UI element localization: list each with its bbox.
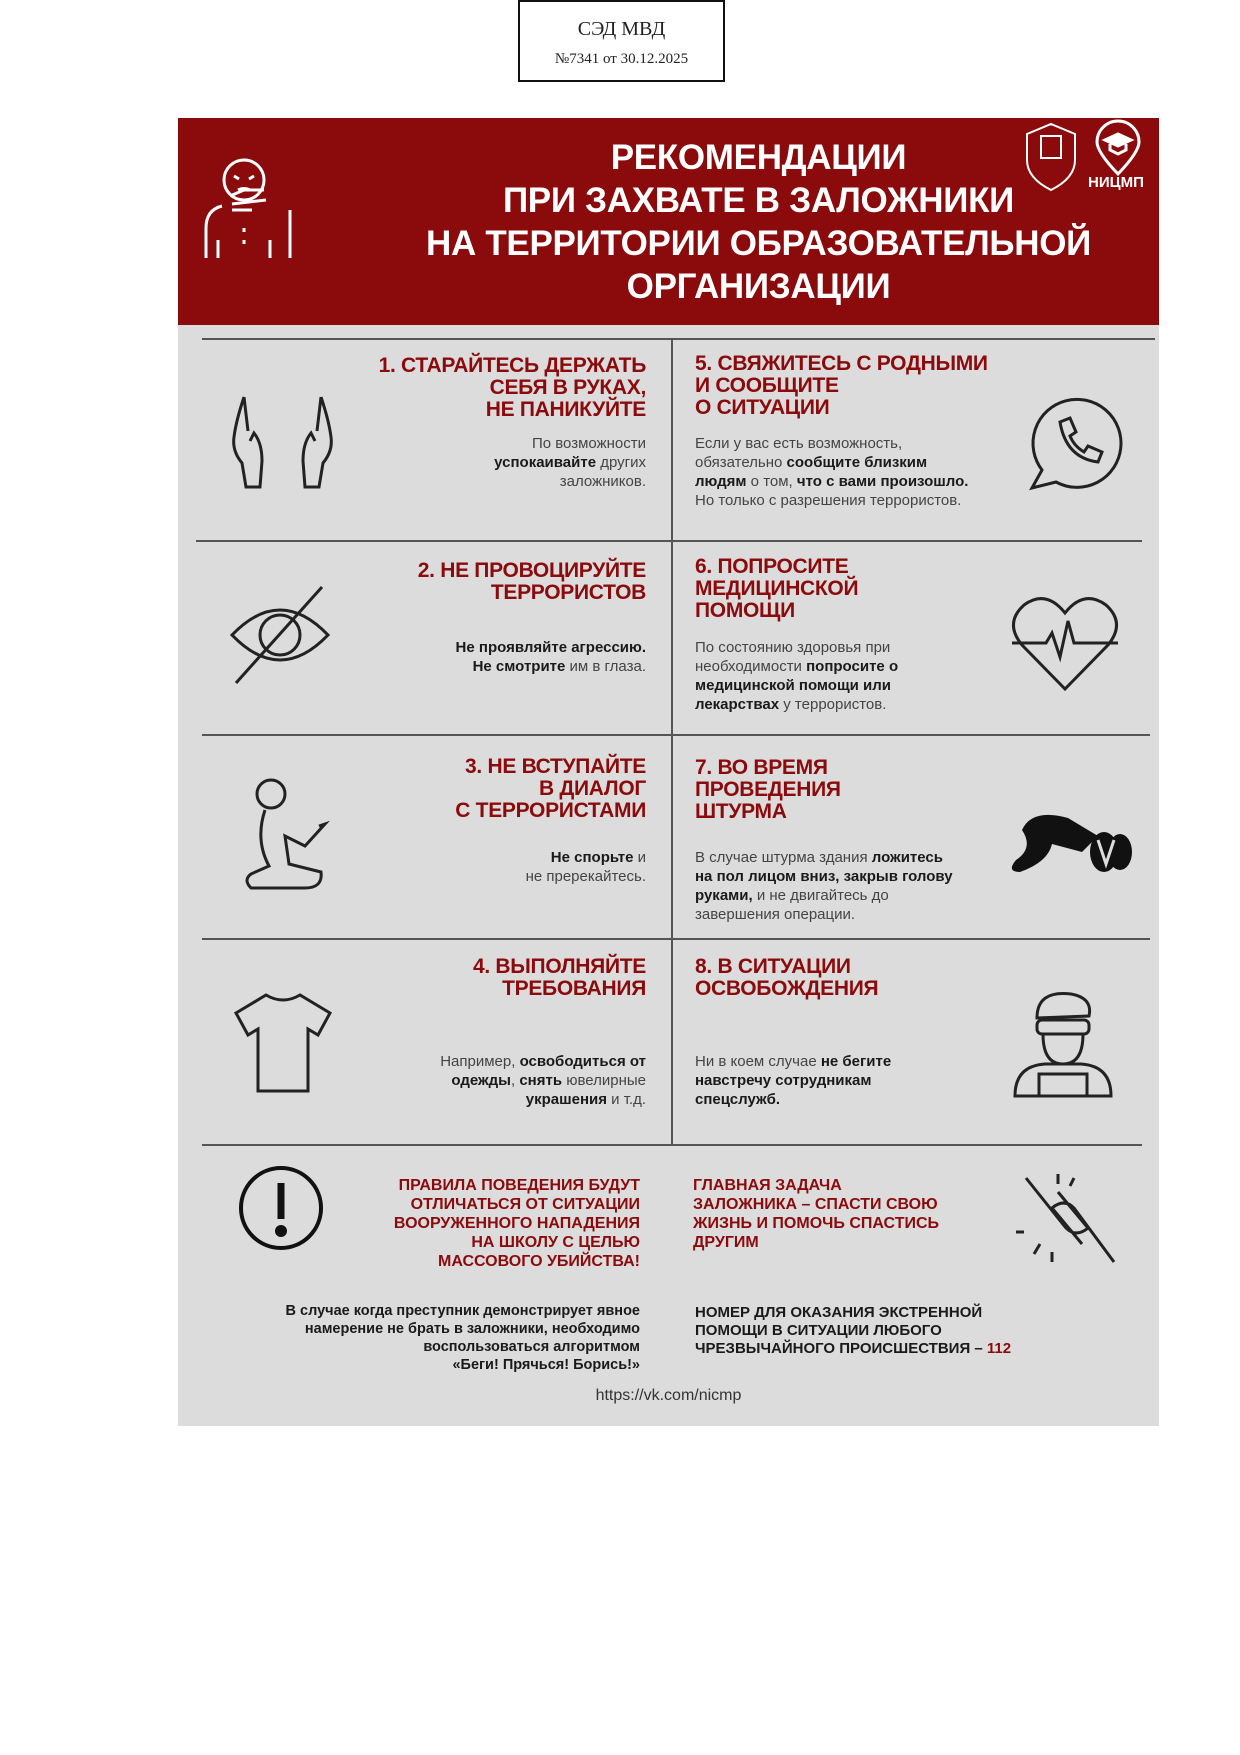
heading-line: 1. СТАРАЙТЕСЬ ДЕРЖАТЬ bbox=[378, 354, 646, 377]
body-line bbox=[440, 1052, 646, 1071]
stamp-number: №7341 от 30.12.2025 bbox=[554, 51, 689, 67]
divider bbox=[202, 734, 1150, 736]
body-text: Например, bbox=[440, 1053, 520, 1070]
emergency-line: НОМЕР ДЛЯ ОКАЗАНИЯ ЭКСТРЕННОЙ bbox=[695, 1304, 983, 1321]
vk-link[interactable]: https://vk.com/nicmp bbox=[595, 1387, 742, 1404]
section-body bbox=[526, 848, 646, 886]
emphasis-text: лекарствах bbox=[695, 696, 780, 713]
hands-icon bbox=[230, 395, 335, 490]
body-line bbox=[695, 657, 898, 676]
emphasis-text: людям bbox=[695, 473, 747, 490]
body-text: ювелирные bbox=[562, 1072, 646, 1089]
heading-line: ПОМОЩИ bbox=[695, 599, 795, 622]
body-text: обязательно bbox=[695, 454, 787, 471]
heading-line: ПРОВЕДЕНИЯ bbox=[695, 778, 841, 801]
section-heading bbox=[455, 756, 646, 822]
body-text: заложников. bbox=[559, 473, 646, 490]
emphasis-text: одежды bbox=[451, 1072, 511, 1089]
divider bbox=[202, 338, 1155, 340]
emergency-line: ЧРЕЗВЫЧАЙНОГО ПРОИСШЕСТВИЯ – bbox=[695, 1340, 987, 1357]
heading-line: МЕДИЦИНСКОЙ bbox=[695, 577, 859, 600]
body-line bbox=[494, 434, 646, 453]
emphasis-text: ложитесь bbox=[871, 849, 943, 866]
phone-chat-icon bbox=[1028, 396, 1124, 492]
emphasis-text: освободиться от bbox=[519, 1053, 646, 1070]
body-line bbox=[695, 1090, 891, 1109]
section-heading bbox=[418, 560, 646, 604]
body-text: и не двигайтесь до bbox=[752, 887, 889, 904]
body-line bbox=[695, 1071, 891, 1090]
column-divider bbox=[671, 339, 673, 1145]
body-line bbox=[526, 867, 646, 886]
emphasis-text: навстречу сотрудникам bbox=[695, 1072, 872, 1089]
section-heading bbox=[695, 353, 988, 419]
body-line bbox=[695, 905, 953, 924]
warning-exclamation-icon bbox=[238, 1165, 324, 1251]
title-line: НА ТЕРРИТОРИИ ОБРАЗОВАТЕЛЬНОЙ bbox=[425, 224, 1092, 263]
body-line bbox=[440, 1090, 646, 1109]
body-line bbox=[695, 472, 968, 491]
emergency-line: ПОМОЩИ В СИТУАЦИИ ЛЮБОГО bbox=[695, 1322, 942, 1339]
emphasis-text: успокаивайте bbox=[494, 454, 597, 471]
algorithm-line: «Беги! Прячься! Борись!» bbox=[452, 1357, 640, 1373]
section-body bbox=[695, 848, 953, 924]
body-line bbox=[494, 453, 646, 472]
tshirt-icon bbox=[232, 993, 334, 1093]
body-line bbox=[695, 886, 953, 905]
emergency-text bbox=[695, 1304, 1011, 1358]
page-title bbox=[418, 136, 1099, 308]
heading-line: ТРЕБОВАНИЯ bbox=[502, 977, 646, 1000]
warning-line: МАССОВОГО УБИЙСТВА! bbox=[437, 1253, 640, 1270]
heading-line: ТЕРРОРИСТОВ bbox=[490, 581, 646, 604]
heading-line: 4. ВЫПОЛНЯЙТЕ bbox=[472, 955, 646, 978]
body-text: , bbox=[510, 1072, 520, 1089]
heading-line: 3. НЕ ВСТУПАЙТЕ bbox=[465, 755, 646, 778]
body-text: Ни в коем случае bbox=[695, 1053, 821, 1070]
warning-line: ВООРУЖЕННОГО НАПАДЕНИЯ bbox=[393, 1215, 640, 1232]
section-heading bbox=[695, 757, 841, 823]
title-line: ОРГАНИЗАЦИИ bbox=[626, 267, 891, 306]
emphasis-text: не бегите bbox=[820, 1053, 892, 1070]
algorithm-text bbox=[286, 1302, 641, 1374]
task-line: ЖИЗНЬ И ПОМОЧЬ СПАСТИСЬ bbox=[693, 1215, 940, 1232]
body-text: необходимости bbox=[695, 658, 807, 675]
section-body bbox=[695, 434, 968, 510]
heading-line: ШТУРМА bbox=[695, 800, 787, 823]
heading-line: 2. НЕ ПРОВОЦИРУЙТЕ bbox=[417, 559, 646, 582]
police-shield-logo bbox=[1023, 122, 1079, 192]
heading-line: 5. СВЯЖИТЕСЬ С РОДНЫМИ bbox=[695, 352, 988, 375]
emphasis-text: сообщите близким bbox=[786, 454, 928, 471]
divider bbox=[196, 540, 1142, 542]
algorithm-line: В случае когда преступник демонстрирует явное bbox=[285, 1303, 640, 1319]
body-text: По состоянию здоровья при bbox=[695, 639, 891, 656]
kneeling-person-icon bbox=[243, 778, 331, 896]
section-body bbox=[494, 434, 646, 491]
body-line bbox=[695, 434, 968, 453]
body-text: В случае штурма здания bbox=[695, 849, 872, 866]
body-line bbox=[695, 491, 968, 510]
body-line bbox=[695, 453, 968, 472]
warning-text bbox=[394, 1176, 640, 1271]
emphasis-text: попросите о bbox=[806, 658, 899, 675]
section-heading bbox=[695, 956, 878, 1000]
section-body bbox=[456, 638, 646, 676]
header-banner bbox=[178, 118, 1159, 325]
body-line bbox=[695, 867, 953, 886]
emphasis-text: руками, bbox=[695, 887, 753, 904]
body-text: им в глаза. bbox=[565, 658, 646, 675]
body-line bbox=[695, 1052, 891, 1071]
task-line: ГЛАВНАЯ ЗАДАЧА bbox=[693, 1177, 842, 1194]
task-line: ДРУГИМ bbox=[693, 1234, 759, 1251]
body-line bbox=[695, 676, 898, 695]
body-text: у террористов. bbox=[779, 696, 887, 713]
section-body bbox=[440, 1052, 646, 1109]
heading-line: 6. ПОПРОСИТЕ bbox=[695, 555, 849, 578]
soldier-icon bbox=[1013, 990, 1113, 1098]
body-line bbox=[456, 638, 646, 657]
eye-crossed-icon bbox=[230, 585, 330, 685]
emphasis-text: украшения bbox=[525, 1091, 607, 1108]
registration-stamp bbox=[518, 0, 725, 82]
heading-line: В ДИАЛОГ bbox=[538, 777, 646, 800]
stamp-title: СЭД МВД bbox=[577, 18, 666, 40]
emphasis-text: Не спорьте bbox=[550, 849, 634, 866]
body-text: других bbox=[596, 454, 646, 471]
warning-line: ПРАВИЛА ПОВЕДЕНИЯ БУДУТ bbox=[398, 1177, 640, 1194]
heading-line: ОСВОБОЖДЕНИЯ bbox=[695, 977, 879, 1000]
body-text: По возможности bbox=[531, 435, 646, 452]
heading-line: И СООБЩИТЕ bbox=[695, 374, 839, 397]
heading-line: 8. В СИТУАЦИИ bbox=[695, 955, 851, 978]
body-line bbox=[456, 657, 646, 676]
body-text: о том, bbox=[746, 473, 797, 490]
frightened-person-icon bbox=[202, 158, 297, 258]
helping-hands-icon bbox=[1014, 1172, 1126, 1264]
algorithm-line: воспользоваться алгоритмом bbox=[423, 1339, 640, 1355]
warning-line: ОТЛИЧАТЬСЯ ОТ СИТУАЦИИ bbox=[410, 1196, 640, 1213]
emphasis-text: снять bbox=[519, 1072, 563, 1089]
heading-line: СЕБЯ В РУКАХ, bbox=[489, 376, 646, 399]
body-line bbox=[695, 638, 898, 657]
body-text: Но только с разрешения террористов. bbox=[695, 492, 962, 509]
section-body bbox=[695, 1052, 891, 1109]
heartbeat-icon bbox=[1010, 595, 1120, 691]
heading-line: О СИТУАЦИИ bbox=[695, 396, 830, 419]
task-line: ЗАЛОЖНИКА – СПАСТИ СВОЮ bbox=[693, 1196, 938, 1213]
section-heading bbox=[473, 956, 646, 1000]
section-heading bbox=[695, 556, 858, 622]
emphasis-text: медицинской помощи или bbox=[695, 677, 891, 694]
body-line bbox=[440, 1071, 646, 1090]
algorithm-line: намерение не брать в заложники, необходимо bbox=[304, 1321, 640, 1337]
emphasis-text: на пол лицом вниз, закрыв голову bbox=[695, 868, 953, 885]
body-text: не пререкайтесь. bbox=[525, 868, 646, 885]
emphasis-text: Не проявляйте агрессию. bbox=[455, 639, 646, 656]
lying-person-icon bbox=[1012, 810, 1134, 874]
divider bbox=[202, 938, 1150, 940]
emphasis-text: Не смотрите bbox=[472, 658, 566, 675]
body-text: и т.д. bbox=[606, 1091, 646, 1108]
emergency-number: 112 bbox=[986, 1340, 1012, 1357]
title-line: ПРИ ЗАХВАТЕ В ЗАЛОЖНИКИ bbox=[502, 181, 1015, 220]
nicmp-logo-icon bbox=[1093, 120, 1143, 176]
emphasis-text: что с вами произошло. bbox=[796, 473, 969, 490]
heading-line: С ТЕРРОРИСТАМИ bbox=[455, 799, 646, 822]
emphasis-text: спецслужб. bbox=[695, 1091, 781, 1108]
body-line bbox=[526, 848, 646, 867]
body-text: завершения операции. bbox=[695, 906, 856, 923]
section-heading bbox=[379, 355, 646, 421]
heading-line: 7. ВО ВРЕМЯ bbox=[695, 756, 828, 779]
heading-line: НЕ ПАНИКУЙТЕ bbox=[485, 398, 646, 421]
body-text: Если у вас есть возможность, bbox=[695, 435, 903, 452]
body-line bbox=[494, 472, 646, 491]
main-task-text bbox=[693, 1176, 939, 1252]
body-text: и bbox=[633, 849, 646, 866]
body-line bbox=[695, 848, 953, 867]
warning-line: НА ШКОЛУ С ЦЕЛЬЮ bbox=[471, 1234, 640, 1251]
body-line bbox=[695, 695, 898, 714]
title-line: РЕКОМЕНДАЦИИ bbox=[610, 138, 907, 177]
section-body bbox=[695, 638, 898, 714]
nicmp-logo-text: НИЦМП bbox=[1088, 174, 1144, 191]
